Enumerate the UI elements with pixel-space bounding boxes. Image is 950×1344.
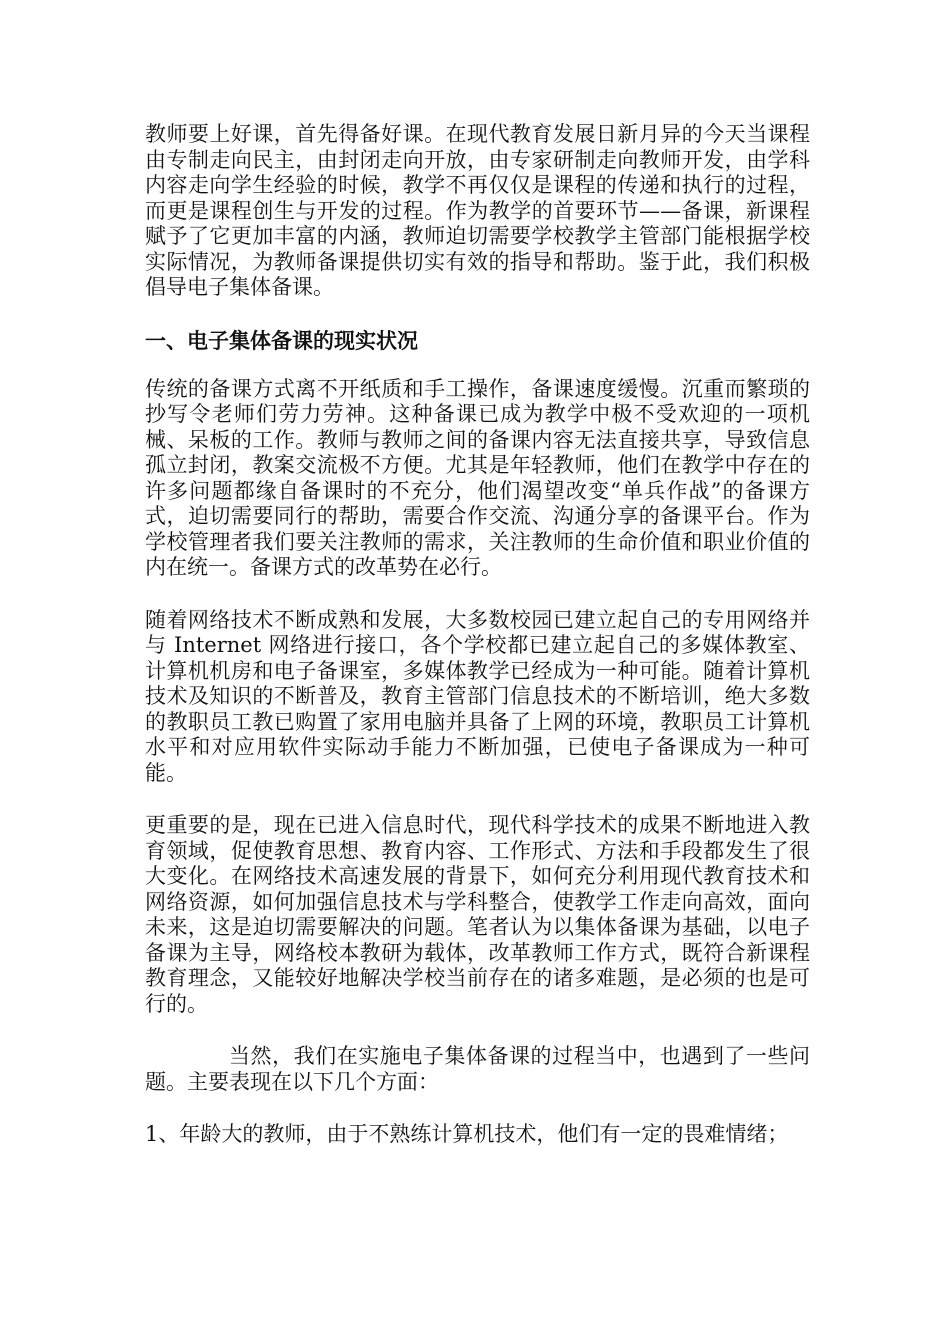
paragraph-problems-intro: 当然，我们在实施电子集体备课的过程当中，也遇到了一些问题。主要表现在以下几个方面： xyxy=(145,1044,810,1094)
list-item-1: 1、年龄大的教师，由于不熟练计算机技术，他们有一定的畏难情绪； xyxy=(145,1122,789,1146)
document-body xyxy=(145,122,810,1175)
section-heading: 一、电子集体备课的现实状况 xyxy=(145,328,418,353)
intro-paragraph: 教师要上好课，首先得备好课。在现代教育发展日新月异的今天当课程由专制走向民主，由封闭走向开放，由专家研制走向教师开发，由学科内容走向学生经验的时候，教学不再仅仅是课程的传递和执行的过程，而更是课程创生与开发的过程。作为教学的首要环节——备课，新课程赋予了它更加丰富的内涵，教师迫切需要学校教学主管部门能根据学校实际情况，为教师备课提供切实有效的指导和帮助。鉴于此，我们积极倡导电子集体备课。 xyxy=(145,122,810,299)
paragraph-network-technology: 随着网络技术不断成熟和发展，大多数校园已建立起自己的专用网络并与 Internet 网络进行接口，各个学校都已建立起自己的多媒体教室、计算机机房和电子备课室，多媒体教学已经成为一种可能。随着计算机技术及知识的不断普及，教育主管部门信息技术的不断培训，绝大多数的教职员工教已购置了家用电脑并具备了上网的环境，教职员工计算机水平和对应用软件实际动手能力不断加强，已使电子备课成为一种可能。 xyxy=(145,607,810,785)
paragraph-traditional-lesson-prep: 传统的备课方式离不开纸质和手工操作，备课速度缓慢。沉重而繁琐的抄写令老师们劳力劳神。这种备课已成为教学中极不受欢迎的一项机械、呆板的工作。教师与教师之间的备课内容无法直接共享，导致信息孤立封闭，教案交流极不方便。尤其是年轻教师，他们在教学中存在的许多问题都缘自备课时的不充分，他们渴望改变“单兵作战”的备课方式，迫切需要同行的帮助，需要合作交流、沟通分享的备课平台。作为学校管理者我们要关注教师的需求，关注教师的生命价值和职业价值的内在统一。备课方式的改革势在必行。 xyxy=(145,376,810,579)
paragraph-information-age: 更重要的是，现在已进入信息时代，现代科学技术的成果不断地进入教育领域，促使教育思想、教育内容、工作形式、方法和手段都发生了很大变化。在网络技术高速发展的背景下，如何充分利用现代教育技术和网络资源，如何加强信息技术与学科整合，使教学工作走向高效，面向未来，这是迫切需要解决的问题。笔者认为以集体备课为基础，以电子备课为主导，网络校本教研为载体，改革教师工作方式，既符合新课程教育理念，又能较好地解决学校当前存在的诸多难题，是必须的也是可行的。 xyxy=(145,813,810,1016)
